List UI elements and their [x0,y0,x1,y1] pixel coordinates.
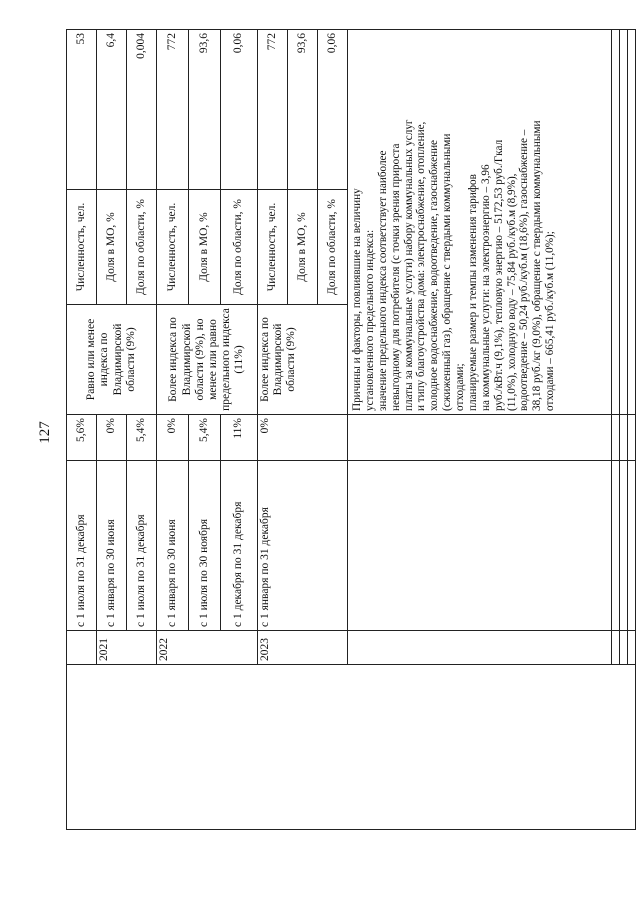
index-cell: 5,4% [189,415,221,461]
reasons-line: значение предельного индекса соответствует наиболее [376,150,389,411]
index-cell: 0% [258,415,348,461]
empty-index-cell [628,415,636,461]
period-cell: с 1 января по 31 декабря [258,461,348,631]
measure-cell: Численность, чел. [157,190,189,305]
year-cell: 2022 [157,631,258,665]
measure-cell: Доля в МО, % [97,190,127,305]
year-cell: 2021 [97,631,157,665]
reasons-line: Причины и факторы, повлиявшие на величину [351,188,363,411]
reasons-line: на коммунальные услуги: на электроэнергию – 3,96 [479,164,492,411]
measure-cell: Доля в МО, % [288,190,318,305]
index-cell: 5,4% [127,415,157,461]
reasons-line: руб./кВт.ч (9,1%), тепловую энергию – 5172,53 руб./Гкал [492,139,505,411]
reasons-line: платы за коммунальные услуги) набору коммунальных услуг [402,119,415,411]
index-cell: 5,6% [67,415,97,461]
period-cell: с 1 июля по 31 декабря [67,461,97,631]
page-number: 127 [36,421,53,444]
index-cell: 11% [221,415,258,461]
empty-period-cell [628,461,636,631]
empty-year-cell [628,631,636,665]
criterion-cell: Равно или менее индекса по Владимирской области (9%) [67,305,157,415]
empty-period-cell [620,461,628,631]
empty-cell [612,30,620,415]
measure-cell: Доля по области, % [221,190,258,305]
measure-cell: Доля по области, % [318,190,348,305]
value-cell: 0,06 [221,30,258,190]
period-cell: с 1 января по 30 июня [157,461,189,631]
empty-period-cell [348,461,612,631]
value-cell: 6,4 [97,30,127,190]
empty-year-cell [620,631,628,665]
period-cell: с 1 июля по 31 декабря [127,461,157,631]
value-cell: 772 [157,30,189,190]
reasons-line: (сжиженный газ), обращение с твердыми коммунальными [441,133,454,411]
value-cell: 93,6 [189,30,221,190]
measure-cell: Доля в МО, % [189,190,221,305]
measure-cell: Доля по области, % [127,190,157,305]
period-cell: с 1 декабря по 31 декабря [221,461,258,631]
empty-cell [628,30,636,415]
reasons-line: и типу благоустройства дома: электроснабжение, отопление, [415,121,428,411]
criterion-cell: Более индекса по Владимирской области (9%) [258,305,348,415]
reasons-line: отходами – 665,41 руб./куб.м (11,0%); [544,231,557,411]
indices-table [66,29,636,830]
index-cell: 0% [157,415,189,461]
empty-year-cell [612,631,620,665]
period-cell: с 1 июля по 30 ноября [189,461,221,631]
empty-cell [620,30,628,415]
measure-cell: Численность, чел. [258,190,288,305]
value-cell: 53 [67,30,97,190]
reasons-line: холодное водоснабжение, водоотведение, газоснабжение [428,139,441,411]
year-cell: 2023 [258,631,348,665]
value-cell: 0,004 [127,30,157,190]
index-cell: 0% [97,415,127,461]
measure-cell: Численность, чел. [67,190,97,305]
empty-period-cell [612,461,620,631]
reasons-line: (11,0%), холодную воду – 75,84 руб./куб.м (8,9%), [505,173,518,411]
reasons-line: водоотведение – 50,24 руб./куб.м (18,6%), газоснабжение – [518,129,531,411]
value-cell: 0,06 [318,30,348,190]
empty-year-cell [348,631,612,665]
empty-index-cell [612,415,620,461]
reasons-line: невыгодному для потребителя (с точки зрения прироста [389,143,402,411]
reasons-cell [348,30,612,415]
year-cell [67,631,97,665]
empty-index-cell [620,415,628,461]
period-cell: с 1 января по 30 июня [97,461,127,631]
reasons-line: отходами; [454,363,466,411]
value-cell: 772 [258,30,288,190]
value-cell: 93,6 [288,30,318,190]
reasons-line: 38,18 руб./кг (9,0%), обращение с твердыми коммунальными [531,120,544,411]
reasons-line: установленного предельного индекса: [363,229,376,411]
empty-left-column [67,665,636,830]
criterion-cell: Более индекса по Владимирской области (9%), но менее или равно предельного индекса (11%) [157,305,258,415]
rotated-table-sheet [66,30,636,830]
reasons-line: планируемые размер и темпы изменения тарифов [466,174,479,411]
empty-index-cell [348,415,612,461]
